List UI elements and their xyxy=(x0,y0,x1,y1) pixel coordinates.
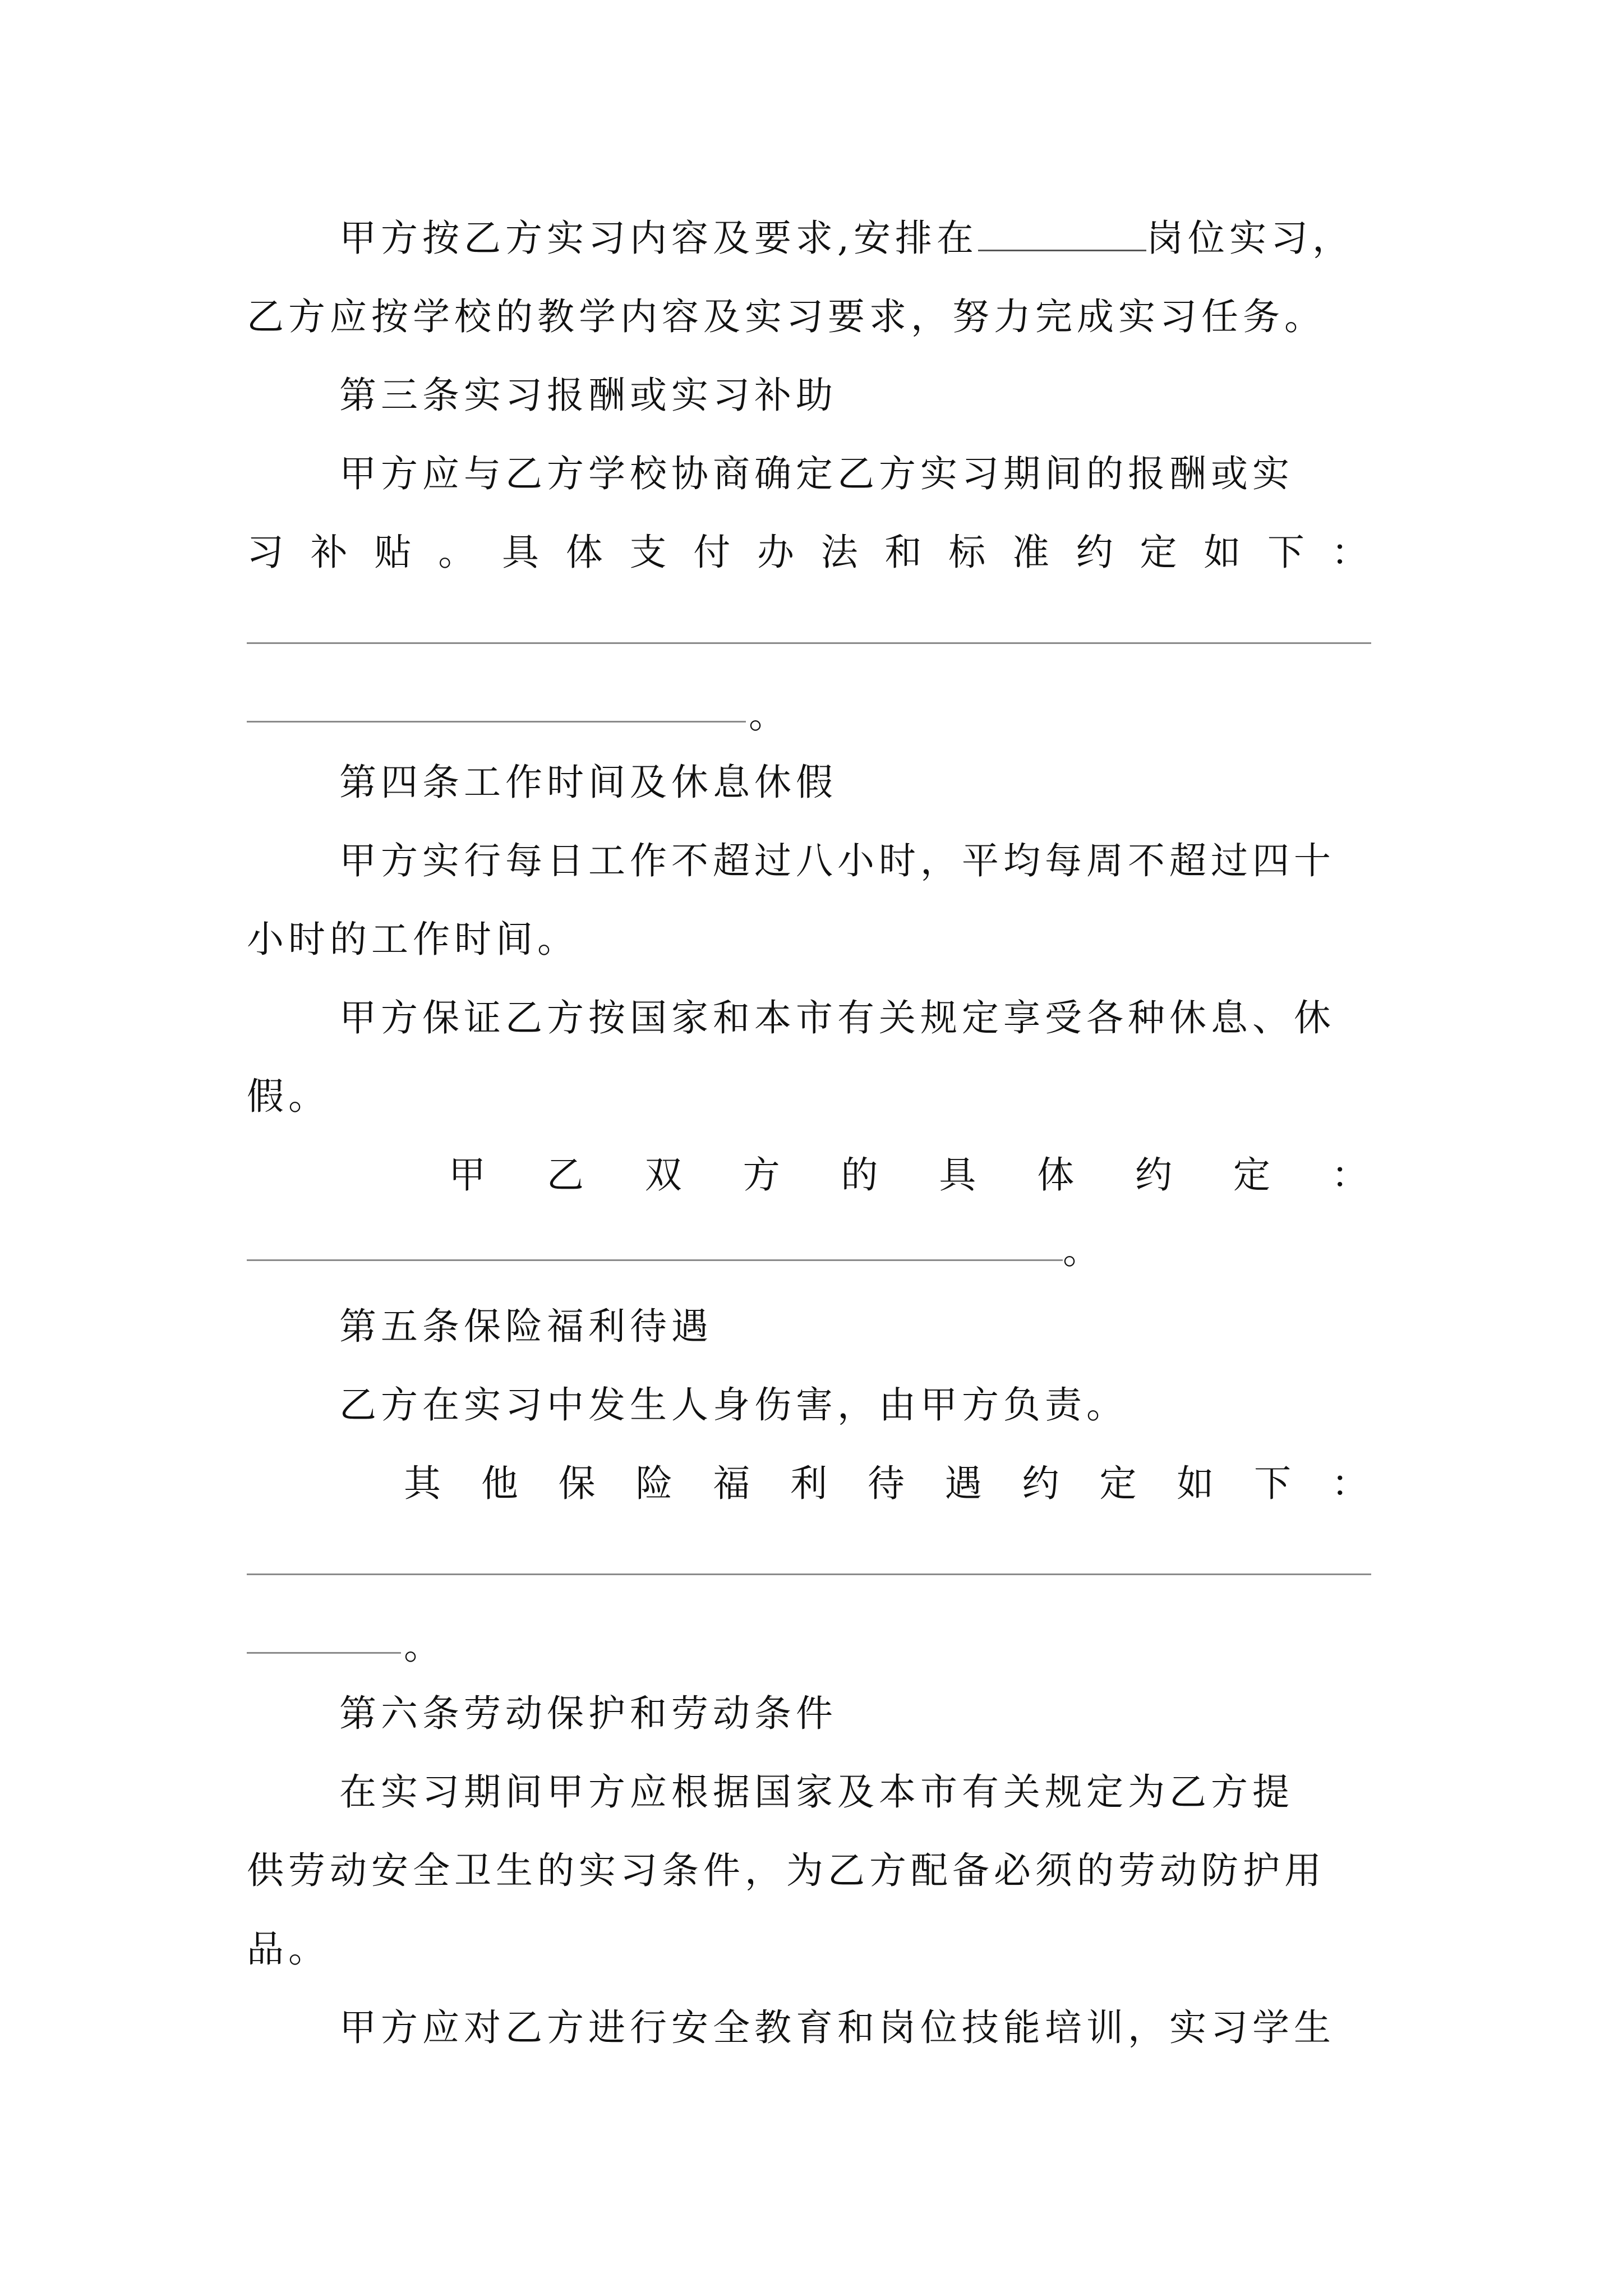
article-5-title: 第五条保险福利待遇 xyxy=(339,1305,713,1348)
article-6-title: 第六条劳动保护和劳动条件 xyxy=(339,1692,837,1735)
spaced-char: 法 xyxy=(820,531,858,574)
spaced-char: 他 xyxy=(481,1462,518,1505)
spaced-char: 如 xyxy=(1204,531,1241,574)
justified-line xyxy=(247,524,1368,581)
paragraph-line: 假。 xyxy=(247,1075,330,1118)
spaced-char: 乙 xyxy=(546,1153,584,1197)
spaced-char: 的 xyxy=(841,1153,878,1197)
paragraph-line: 甲方应对乙方进行安全教育和岗位技能培训，实习学生 xyxy=(339,2006,1335,2049)
spaced-char: ： xyxy=(1331,1462,1368,1505)
spaced-char: 支 xyxy=(629,531,667,574)
fill-blank-line[interactable] xyxy=(247,1652,401,1654)
spaced-char: 待 xyxy=(867,1462,905,1505)
paragraph-line: 甲方实行每日工作不超过八小时，平均每周不超过四十 xyxy=(339,839,1335,882)
spaced-char: 方 xyxy=(743,1153,780,1197)
paragraph-line: 小时的工作时间。 xyxy=(247,918,579,961)
spaced-char: 付 xyxy=(693,531,731,574)
spaced-char: 保 xyxy=(558,1462,596,1505)
paragraph-line: 乙方在实习中发生人身伤害，由甲方负责。 xyxy=(339,1383,1128,1427)
spaced-char: 定 xyxy=(1233,1153,1270,1197)
spaced-char: 。 xyxy=(438,531,476,574)
paragraph-line xyxy=(339,210,1354,266)
paragraph-line: 在实习期间甲方应根据国家及本市有关规定为乙方提 xyxy=(339,1770,1294,1814)
spaced-char: 如 xyxy=(1177,1462,1214,1505)
spaced-char: 办 xyxy=(757,531,794,574)
spaced-char: 标 xyxy=(948,531,986,574)
spaced-char: 定 xyxy=(1099,1462,1137,1505)
spaced-char: 险 xyxy=(635,1462,673,1505)
text: 岗位实习， xyxy=(1146,217,1354,260)
spaced-char: ： xyxy=(1331,531,1368,574)
paragraph-line: 供劳动安全卫生的实习条件，为乙方配备必须的劳动防护用 xyxy=(247,1849,1326,1892)
spaced-char: 遇 xyxy=(944,1462,982,1505)
spaced-char: 定 xyxy=(1140,531,1177,574)
spaced-char: 约 xyxy=(1076,531,1113,574)
spaced-char: 福 xyxy=(713,1462,750,1505)
spaced-char: 具 xyxy=(939,1153,976,1197)
period-mark: 。 xyxy=(404,1625,445,1668)
spaced-char: 体 xyxy=(1037,1153,1075,1197)
fill-blank-line[interactable] xyxy=(247,1259,1063,1261)
spaced-char: 下 xyxy=(1254,1462,1292,1505)
fill-blank-line[interactable] xyxy=(247,1573,1371,1575)
spaced-char: 准 xyxy=(1012,531,1049,574)
fill-blank-position[interactable] xyxy=(978,210,1146,251)
period-mark: 。 xyxy=(749,693,790,737)
spaced-char: 双 xyxy=(644,1153,682,1197)
spaced-char: 甲 xyxy=(449,1153,486,1197)
spaced-char: 习 xyxy=(247,531,284,574)
paragraph-line: 甲方应与乙方学校协商确定乙方实习期间的报酬或实 xyxy=(339,452,1294,495)
spaced-char: ： xyxy=(1331,1153,1368,1197)
justified-line xyxy=(404,1456,1368,1512)
spaced-char: 约 xyxy=(1022,1462,1059,1505)
paragraph-line: 品。 xyxy=(247,1927,330,1971)
spaced-char: 体 xyxy=(565,531,603,574)
spaced-char: 补 xyxy=(310,531,348,574)
fill-blank-line[interactable] xyxy=(247,721,746,723)
paragraph-line: 乙方应按学校的教学内容及实习要求，努力完成实习任务。 xyxy=(247,295,1326,338)
spaced-char: 具 xyxy=(502,531,539,574)
spaced-char: 利 xyxy=(790,1462,828,1505)
spaced-char: 其 xyxy=(404,1462,441,1505)
spaced-char: 贴 xyxy=(374,531,412,574)
spaced-char: 约 xyxy=(1135,1153,1173,1197)
spaced-char: 和 xyxy=(884,531,922,574)
article-3-title: 第三条实习报酬或实习补助 xyxy=(339,374,837,417)
period-mark: 。 xyxy=(1063,1229,1104,1272)
article-4-title: 第四条工作时间及休息休假 xyxy=(339,761,837,804)
fill-blank-line[interactable] xyxy=(247,642,1371,644)
paragraph-line: 甲方保证乙方按国家和本市有关规定享受各种休息、休 xyxy=(339,996,1335,1039)
justified-line xyxy=(449,1147,1368,1203)
text: 甲方按乙方实习内容及要求,安排在 xyxy=(339,217,978,260)
spaced-char: 下 xyxy=(1267,531,1304,574)
